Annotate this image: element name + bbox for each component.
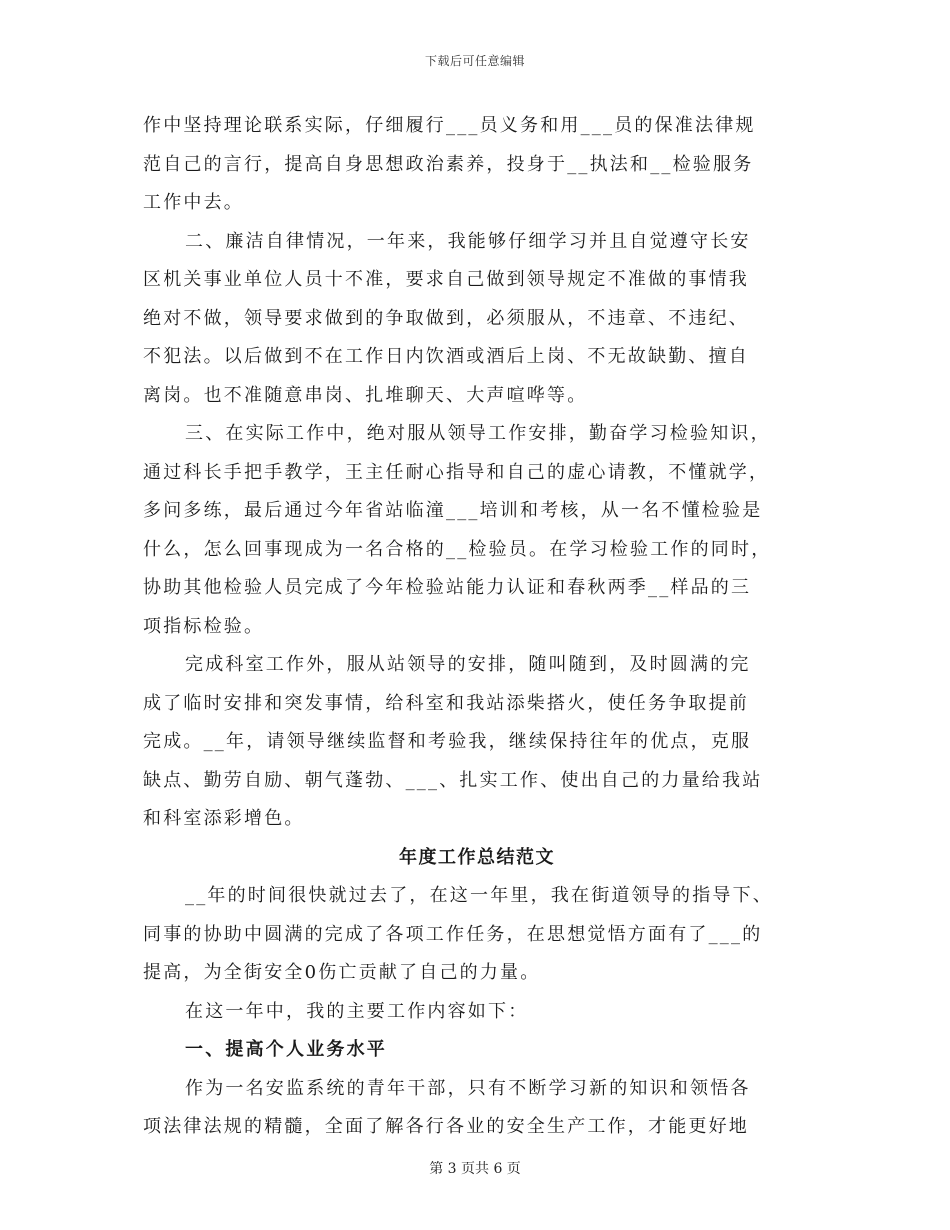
text-line: 绝对不做，领导要求做到的争取做到，必须服从，不违章、不违纪、 xyxy=(143,307,749,329)
text-line: 提高，为全街安全0伤亡贡献了自己的力量。 xyxy=(143,962,541,983)
paragraph-start-line: 二、廉洁自律情况，一年来，我能够仔细学习并且自觉遵守长安 xyxy=(185,230,751,252)
text-line: 完成。__年，请领导继续监督和考验我，继续保持往年的优点，克服 xyxy=(143,731,752,752)
text-line: 协助其他检验人员完成了今年检验站能力认证和春秋两季__样品的三 xyxy=(143,577,752,598)
paragraph-start-line: __年的时间很快就过去了，在这一年里，我在街道领导的指导下、 xyxy=(185,885,773,906)
text-line: 作中坚持理论联系实际，仔细履行___员义务和用___员的保准法律规 xyxy=(143,115,756,136)
paragraph-start-line: 完成科室工作外，服从站领导的安排，随叫随到，及时圆满的完 xyxy=(185,654,751,675)
text-line: 项指标检验。 xyxy=(143,615,265,637)
page-number: 第 3 页共 6 页 xyxy=(429,1161,521,1177)
page-header: 下载后可任意编辑 xyxy=(424,54,525,68)
subsection-heading: 一、提高个人业务水平 xyxy=(185,1039,387,1060)
text-line: 同事的协助中圆满的完成了各项工作任务，在思想觉悟方面有了___的 xyxy=(143,923,763,945)
section-title: 年度工作总结范文 xyxy=(399,846,555,868)
text-line: 范自己的言行，提高自身思想政治素养，投身于__执法和__检验服务 xyxy=(143,153,754,175)
text-line: 成了临时安排和突发事情，给科室和我站添柴搭火，使任务争取提前 xyxy=(143,692,749,714)
paragraph-start-line: 三、在实际工作中，绝对服从领导工作安排，勤奋学习检验知识， xyxy=(185,423,771,444)
text-line: 缺点、勤劳自励、朝气蓬勃、___、扎实工作、使出自己的力量给我站 xyxy=(143,769,763,791)
paragraph-start-line: 作为一名安监系统的青年干部，只有不断学习新的知识和领悟各 xyxy=(185,1077,751,1099)
text-line: 和科室添彩增色。 xyxy=(143,808,305,829)
text-line: 通过科长手把手教学，王主任耐心指导和自己的虚心请教，不懂就学， xyxy=(143,461,770,483)
text-line: 不犯法。以后做到不在工作日内饮酒或酒后上岗、不无故缺勤、擅自 xyxy=(143,346,749,367)
text-line: 项法律法规的精髓，全面了解各行各业的安全生产工作，才能更好地 xyxy=(143,1116,749,1137)
text-line: 区机关事业单位人员十不准，要求自己做到领导规定不准做的事情我 xyxy=(143,269,749,290)
document-body xyxy=(143,107,811,1147)
text-line: 离岗。也不准随意串岗、扎堆聊天、大声喧哗等。 xyxy=(143,384,588,406)
text-line: 多问多练，最后通过今年省站临潼___培训和考核，从一名不懂检验是 xyxy=(143,500,763,521)
text-line: 工作中去。 xyxy=(143,192,244,213)
paragraph-start-line: 在这一年中，我的主要工作内容如下： xyxy=(185,1000,529,1022)
text-line: 什么，怎么回事现成为一名合格的__检验员。在学习检验工作的同时， xyxy=(143,538,772,560)
